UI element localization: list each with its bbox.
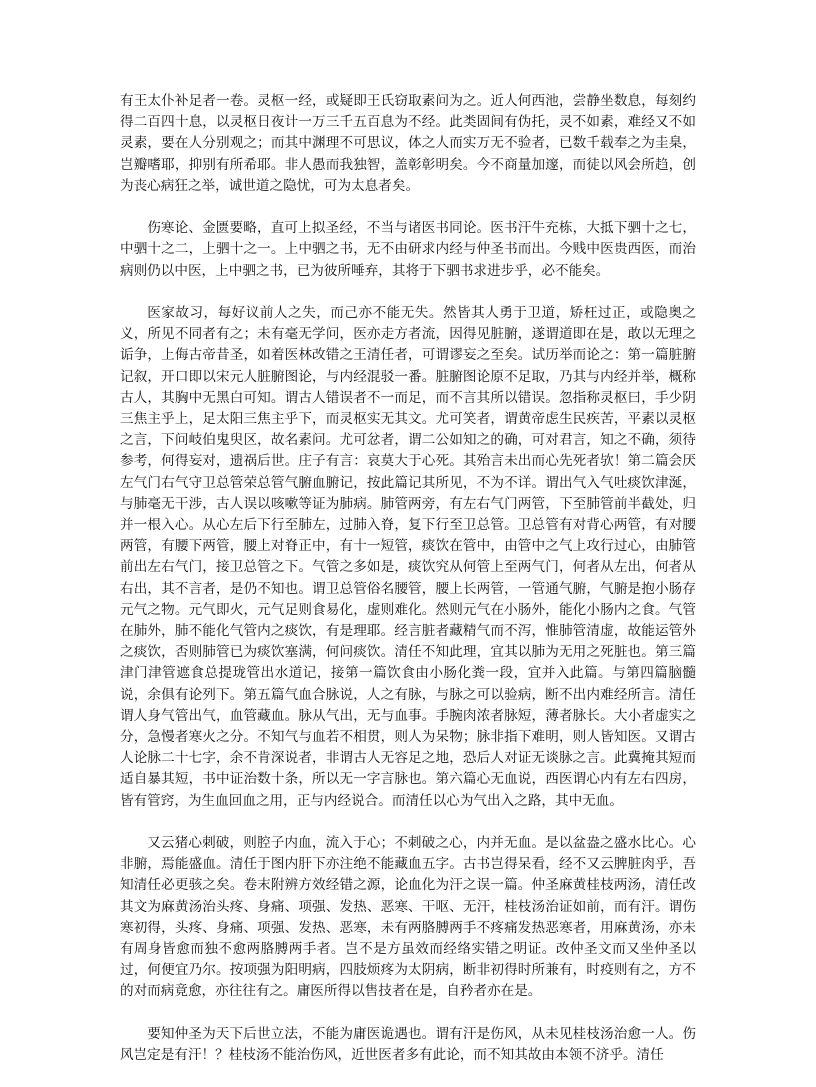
paragraph-3: 医家故习，每好议前人之失，而己亦不能无失。然皆其人勇于卫道，矫枉过正，或隐奥之义，所见不同者有之；未有毫无学问，医亦走方者流，因得见脏腑，遂谓道即在是，敢以无理之诟争，上侮古帝昔圣，如着医林改错之王清任者，可谓谬妄之至矣。试历举而论之：第一篇脏腑记叙，开口即以宋元人脏腑图论，与内经混驳一番。脏腑图论原不足取，乃其与内经并举，概称古人，其胸中无黑白可知。谓古人错误者不一而足，而不言其所以错误。忽指称灵枢曰，手少阴三焦主乎上，足太阳三焦主乎下，而灵枢实无其文。尤可笑者，谓黄帝虑生民疾苦，平素以灵枢之言，下问岐伯鬼臾区，故名素问。尤可忿者，谓二公如知之的确，可对君言，知之不确，须待参考，何得妄对，遗祸后世。庄子有言：哀莫大于心死。其殆言未出而心先死者欤！第二篇会厌左气门右气守卫总管荣总管气腑血腑记，按此篇记其所见，不为不详。谓出气入气吐痰饮津涎，与肺毫无干涉，古人误以咳嗽等证为肺病。肺管两旁，有左右气门两管，下至肺管前半截处，归并一根入心。从心左后下行至肺左，过肺入脊，复下行至卫总管。卫总管有对背心两管，有对腰两管，有腰下两管，腰上对脊正中，有十一短管，痰饮在管中，由管中之气上攻行过心，由肺管前出左右气门，接卫总管之下。气管之多如是，痰饮究从何管上至两气门，何者从左出，何者从右出，其不言者，是仍不知也。谓卫总管俗名腰管，腰上长两管，一管通气腑，气腑是抱小肠存元气之物。元气即火，元气足则食易化，虚则难化。然则元气在小肠外，能化小肠内之食。气管在肺外，肺不能化气管内之痰饮，有是理耶。经言脏者藏精气而不泻，惟肺管清虚，故能运管外之痰饮，否则肺管已为痰饮塞满，何问痰饮。清任不知此理，宜其以肺为无用之死脏也。第三篇津门津管遮食总提珑管出水道记，接第一篇饮食由小肠化粪一段，宜并入此篇。与第四篇脑髓说，余俱有论列下。第五篇气血合脉说，人之有脉，与脉之可以验病，断不出内难经所言。清任谓人身气管出气，血管藏血。脉从气出，无与血事。手腕肉浓者脉短，薄者脉长。大小者虚实之分，急慢者寒火之分。不知气与血若不相贯，则人为呆物；脉非指下难明，则人皆知医。又谓古人论脉二十七字，余不肯深说者，非谓古人无容足之地，恐后人对证无谈脉之言。此冀掩其短而适自暴其短，书中证治数十条，所以无一字言脉也。第六篇心无血说，西医谓心内有左右四房，皆有管窍，为生血回血之用，正与内经说合。而清任以心为气出入之路，其中无血。 [120, 305, 696, 809]
document-page [120, 91, 696, 1087]
paragraph-4: 又云猪心刺破，则腔子内血，流入于心；不刺破之心，内并无血。是以盆盎之盛水比心。心非腑，焉能盛血。清任于图内肝下亦注绝不能藏血五字。古书岂得呆看，经不又云脾脏肉乎，吾知清任必更骇之矣。卷末附辨方效经错之源，论血化为汗之误一篇。仲圣麻黄桂枝两汤，清任改其文为麻黄汤治头疼、身痛、项强、发热、恶寒、干呕、无汗，桂枝汤治证如前，而有汗。谓伤寒初得，头疼、身痛、项强、发热、恶寒，未有两胳膊两手不疼痛发热恶寒者，用麻黄汤，亦未有周身皆愈而独不愈两胳膊两手者。岂不是方虽效而经络实错之明证。改仲圣文而又坐仲圣以过，何便宜乃尔。按项强为阳明病，四肢烦疼为太阴病，断非初得时所兼有，时疫则有之，方不的对而病竟愈，亦往往有之。庸医所得以售技者在是，自矜者亦在是。 [120, 835, 696, 1000]
paragraph-2: 伤寒论、金匮要略，直可上拟圣经，不当与诸医书同论。医书汗牛充栋，大抵下驷十之七，中驷十之二，上驷十之一。上中驷之书，无不由研求内经与仲圣书而出。今贱中医贵西医，而治病则仍以中医，上中驷之书，已为彼所唾弃，其将于下驷书求进步乎，必不能矣。 [120, 220, 696, 279]
paragraph-1: 有王太仆补足者一卷。灵枢一经，或疑即王氏窃取素问为之。近人何西池，尝静坐数息，每刻约得二百四十息，以灵枢日夜计一万三千五百息为不经。此类固间有伪托，灵不如素，难经又不如灵素，要在人分别观之；而其中渊理不可思议，体之人而实万无不验者，已数千载奉之为圭臬，岂瓣嗜耶，抑别有所希耶。非人愚而我独智，盖彰彰明矣。今不商量加邃，而徒以风会所趋，创为丧心病狂之举，诚世道之隐忧，可为太息者矣。 [120, 93, 696, 194]
paragraph-5: 要知仲圣为天下后世立法，不能为庸医诡遇也。谓有汗是伤风，从未见桂枝汤治愈一人。伤风岂定是有汗！？桂枝汤不能治伤风，近世医者多有此论，而不知其故由本领不济乎。清任 [120, 1025, 696, 1064]
